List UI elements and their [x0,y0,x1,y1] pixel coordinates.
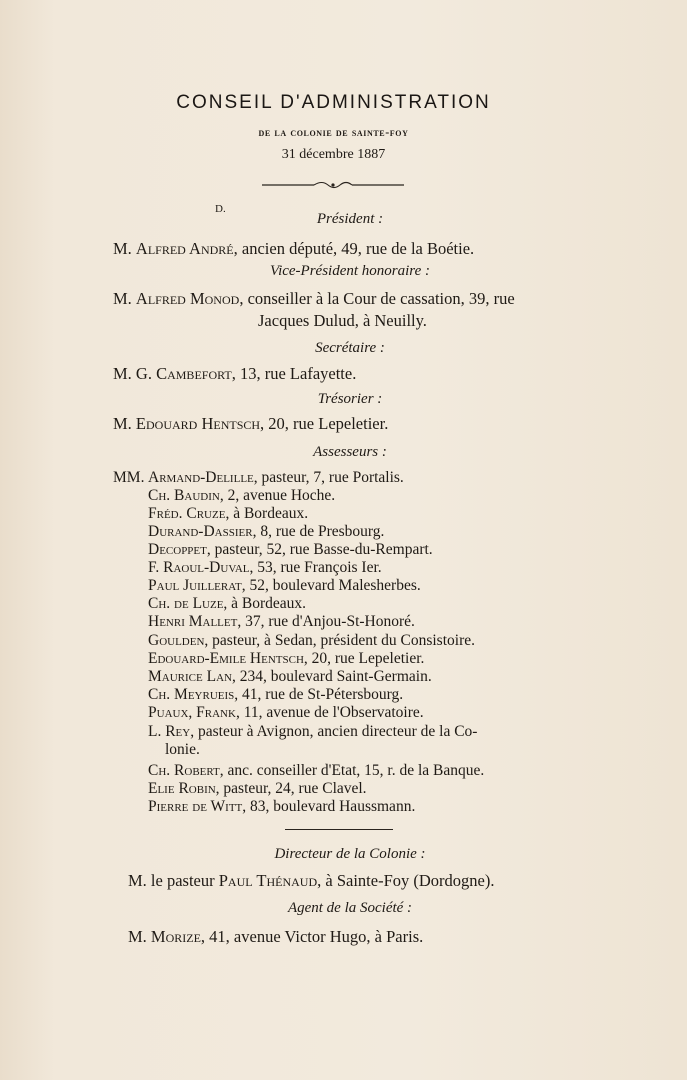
entry-secretaire [113,364,356,384]
member-detail: , 83, boulevard Haussmann. [242,798,416,815]
entry-prefix: M. [113,414,136,433]
entry-prefix: M. [128,927,151,946]
member-name: Morize [150,927,201,946]
member-name: Edouard Hentsch [135,414,261,433]
member-detail: , 41, rue de St-Pétersbourg. [234,686,404,703]
member-name: Cambefort [156,364,232,383]
entry-prefix: M. [113,289,136,308]
list-item [148,559,382,577]
list-item [148,723,477,741]
list-item [148,668,432,686]
member-name: Decoppet [148,541,207,558]
entry-vice-president-cont: Jacques Dulud, à Neuilly. [258,311,427,330]
member-name: Ch. Meyrueis [148,686,235,703]
entry-prefix: M. G. [113,364,157,383]
list-item [148,613,415,631]
member-name: Goulden [148,632,205,649]
list-item [148,541,433,559]
member-detail: , 8, rue de Presbourg. [252,523,385,540]
member-detail: , pasteur, à Sedan, président du Consistoire. [204,632,475,649]
entry-agent [128,927,423,947]
member-detail: , ancien député, 49, rue de la Boétie. [233,239,475,258]
member-name: Paul Juillerat [148,577,242,594]
list-item [148,650,424,668]
list-item [148,505,308,523]
list-item [148,704,424,722]
member-detail: , 53, rue François Ier. [249,559,382,576]
member-detail: , pasteur, 7, rue Portalis. [253,469,404,486]
member-detail: , 13, rue Lafayette. [231,364,357,383]
member-name: Durand-Dassier [148,523,253,540]
entry-prefix: M. [113,239,136,258]
member-name: F. Raoul-Duval [148,559,250,576]
member-detail: , conseiller à la Cour de cassation, 39, rue [239,289,515,308]
member-detail: , pasteur, 24, rue Clavel. [215,780,367,797]
role-vice-president: Vice-Président honoraire : [270,263,430,279]
member-detail: , anc. conseiller d'Etat, 15, r. de la Banque. [219,762,485,779]
ornament-divider [262,178,404,190]
list-item [148,780,367,798]
member-name: Elie Robin [148,780,216,797]
member-name: Maurice Lan [148,668,232,685]
list-item [148,469,404,487]
page-title: CONSEIL D'ADMINISTRATION [176,92,491,113]
list-item [148,632,475,650]
member-detail: lonie. [165,741,200,758]
page-subtitle: de la colonie de sainte-foy [258,125,409,139]
role-assesseurs: Assesseurs : [313,444,387,460]
entry-tresorier [113,414,388,434]
member-detail: , 20, rue Lepeletier. [303,650,425,667]
member-name: Pierre de Witt [148,798,243,815]
member-name: L. Rey [148,723,191,740]
member-detail: , pasteur, 52, rue Basse-du-Rempart. [206,541,433,558]
member-name: Ch. Robert [148,762,220,779]
list-item [148,595,306,613]
role-agent: Agent de la Société : [287,900,413,916]
member-detail: , 52, boulevard Malesherbes. [241,577,421,594]
list-item [148,523,384,541]
entry-prefix: M. le pasteur [128,871,219,890]
role-secretaire: Secrétaire : [315,340,385,356]
member-detail: , 41, avenue Victor Hugo, à Paris. [200,927,424,946]
list-item-continuation [165,741,200,759]
member-name: Puaux, Frank [148,704,236,721]
member-name: Armand-Delille [148,469,254,486]
section-divider [285,829,393,830]
list-item [148,762,484,780]
list-item [148,487,335,505]
assesseurs-prefix: MM. [113,469,145,486]
member-name: Henri Mallet [148,613,238,630]
member-name: Alfred Monod [135,289,240,308]
member-name: Fréd. Cruze [148,505,226,522]
entry-directeur [128,871,494,891]
member-name: Alfred André [135,239,234,258]
member-name: Paul Thénaud [218,871,318,890]
role-president: Président : [316,211,384,227]
list-item [148,686,403,704]
member-name: Ch. de Luze [148,595,224,612]
entry-vice-president [113,289,515,309]
entry-president [113,239,474,259]
member-detail: , à Sainte-Foy (Dordogne). [317,871,495,890]
member-detail: , 11, avenue de l'Observatoire. [235,704,424,721]
list-item [148,577,421,595]
member-name: Edouard-Emile Hentsch [148,650,304,667]
member-detail: , à Bordeaux. [223,595,307,612]
member-detail: , 234, boulevard Saint-Germain. [231,668,432,685]
member-detail: , à Bordeaux. [225,505,309,522]
role-directeur: Directeur de la Colonie : [274,846,426,862]
page-date: 31 décembre 1887 [281,147,386,162]
role-tresorier: Trésorier : [317,391,383,407]
list-item [148,798,415,816]
member-detail: , 2, avenue Hoche. [219,487,336,504]
member-detail: , 37, rue d'Anjou-St-Honoré. [237,613,415,630]
member-name: Ch. Baudin [148,487,220,504]
member-detail: , 20, rue Lepeletier. [260,414,389,433]
margin-mark: D. [215,203,226,215]
member-detail: , pasteur à Avignon, ancien directeur de la Co- [190,723,478,740]
